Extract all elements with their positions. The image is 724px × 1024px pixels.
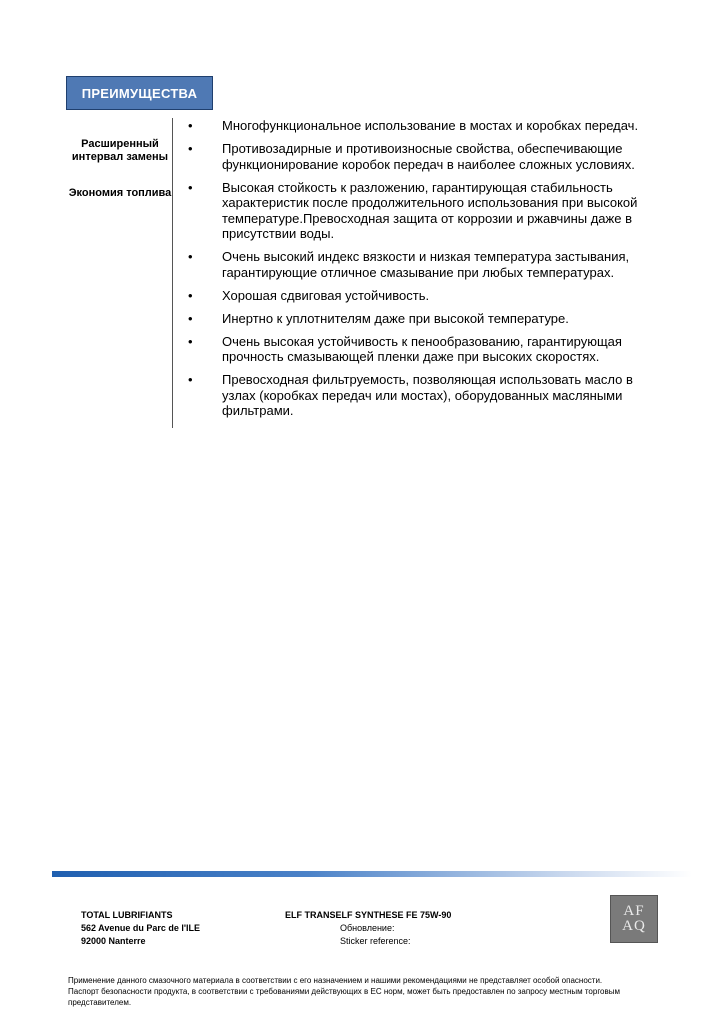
benefit-text: Очень высокая устойчивость к пенообразованию, гарантирующая прочность смазывающей пленки даже при высоких скоростях.	[222, 333, 622, 364]
disclaimer-line-2: Паспорт безопасности продукта, в соответствии с требованиями действующих в ЕС норм, может быть предоставлен по запросу местным торговым представителем.	[68, 987, 621, 1007]
afaq-logo-icon	[610, 895, 658, 943]
benefit-text: Противозадирные и противоизносные свойства, обеспечивающие функционирование коробок передач в наиболее сложных условиях.	[222, 141, 635, 172]
benefit-item	[186, 334, 666, 365]
section-title-advantages: ПРЕИМУЩЕСТВА	[66, 76, 213, 110]
benefit-item	[186, 180, 666, 242]
bullet-icon: •	[188, 333, 193, 349]
benefit-text: Высокая стойкость к разложению, гарантирующая стабильность характеристик после продолжительного использования при высокой температуре.Превосходная защита от коррозии и ржавчины даже в присутствии воды.	[222, 179, 638, 241]
vertical-divider	[172, 118, 173, 428]
side-label-extended-interval: Расширенный интервал замены	[71, 138, 169, 163]
bullet-icon: •	[188, 310, 193, 326]
benefit-item	[186, 372, 666, 419]
benefit-item	[186, 118, 666, 134]
disclaimer	[68, 975, 668, 1008]
disclaimer-line-1: Применение данного смазочного материала в соответствии с его назначением и нашими рекомендациями не представляет особой опасности.	[68, 976, 603, 985]
product-info	[285, 909, 485, 948]
bullet-icon: •	[188, 141, 193, 156]
address-line-2: 92000 Nanterre	[81, 936, 146, 946]
bullet-icon: •	[188, 249, 193, 264]
benefit-text: Хорошая сдвиговая устойчивость.	[222, 287, 430, 303]
bullet-icon: •	[188, 372, 193, 387]
bullet-icon: •	[188, 179, 193, 195]
product-name: ELF TRANSELF SYNTHESE FE 75W-90	[285, 910, 452, 920]
benefit-item	[186, 288, 666, 304]
footer-gradient-bar	[52, 871, 692, 877]
bullet-icon: •	[188, 287, 193, 303]
benefit-text: Многофункциональное использование в мостах и коробках передач.	[222, 118, 639, 133]
address-line-1: 562 Avenue du Parc de l'ILE	[81, 923, 201, 933]
logo-text-bottom: AQ	[622, 918, 646, 934]
logo-text-top: AF	[623, 903, 645, 919]
side-labels	[66, 138, 174, 223]
side-label-fuel-economy: Экономия топлива	[68, 187, 172, 199]
benefit-text: Инертно к уплотнителям даже при высокой температуре.	[222, 310, 569, 326]
benefit-item	[186, 141, 666, 172]
benefit-text: Превосходная фильтруемость, позволяющая использовать масло в узлах (коробках передач или мостах), оборудованных масляными фильтрами.	[222, 372, 633, 418]
benefit-item	[186, 311, 666, 327]
update-label: Обновление:	[340, 923, 395, 933]
bullet-icon: •	[188, 118, 193, 133]
benefit-text: Очень высокий индекс вязкости и низкая температура застывания, гарантирующие отличное смазывание при любых температурах.	[222, 249, 630, 280]
company-name: TOTAL LUBRIFIANTS	[81, 910, 173, 920]
benefit-item	[186, 249, 666, 280]
sticker-reference-label: Sticker reference:	[340, 936, 411, 946]
company-address	[81, 909, 200, 948]
benefits-list	[186, 118, 666, 426]
